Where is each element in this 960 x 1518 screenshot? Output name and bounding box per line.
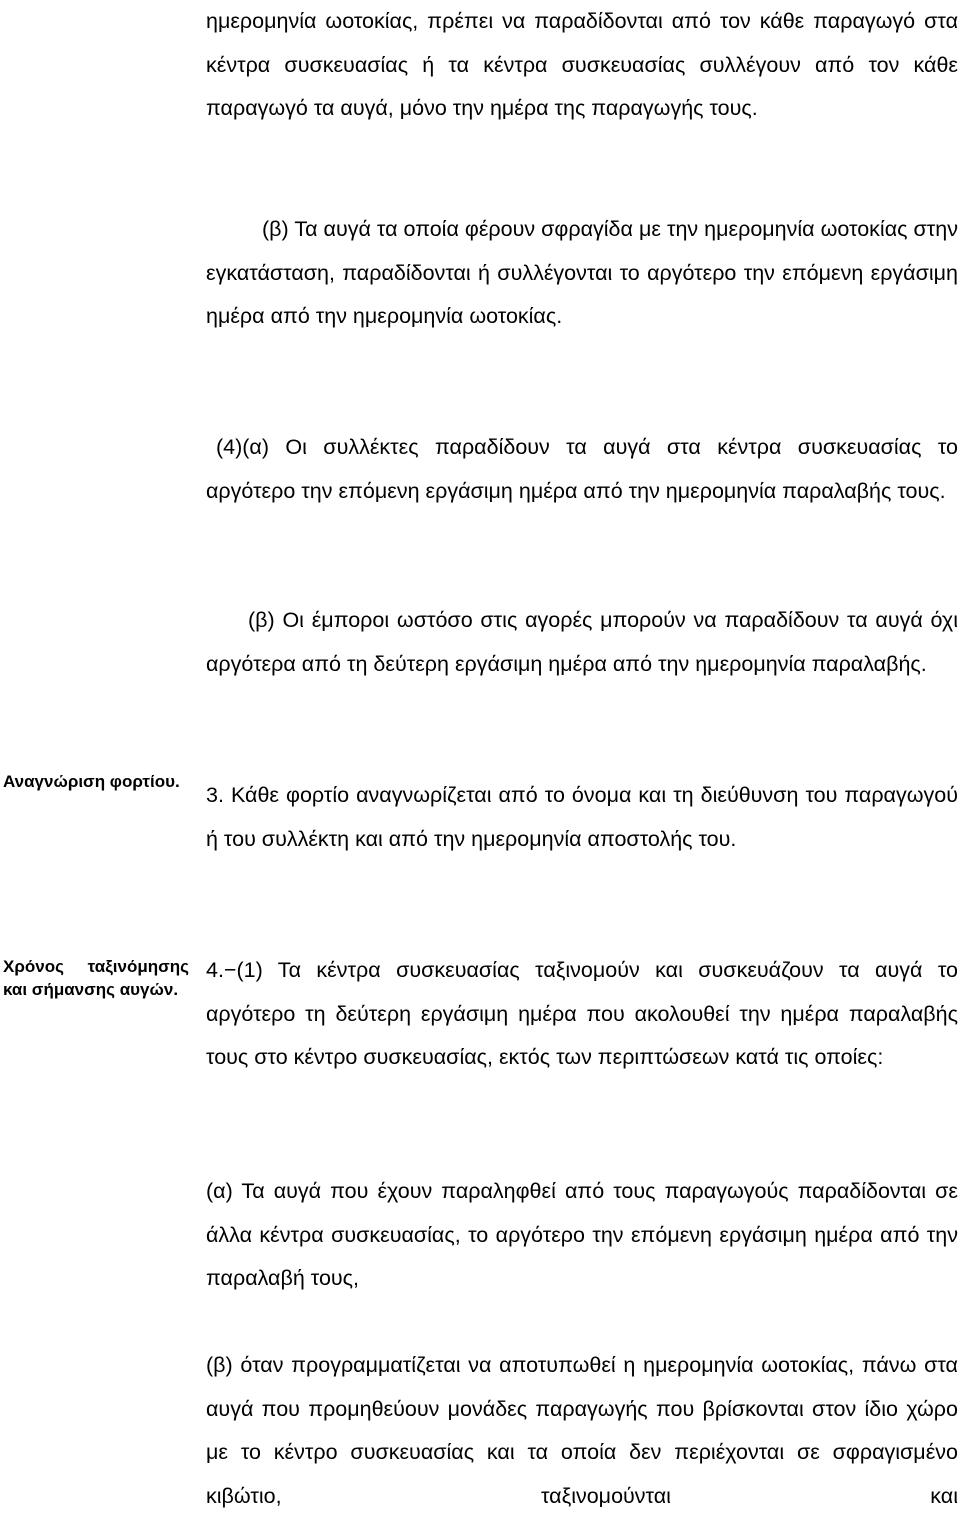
paragraph-3-shipment: 3. Κάθε φορτίο αναγνωρίζεται από το όνομα και τη διεύθυνση του παραγωγού ή του συλλέκτη και από την ημερομηνία αποστολής του. — [206, 783, 958, 851]
margin-note-grading-time: Χρόνος ταξινόμησης και σήμανσης αυγών. — [3, 957, 189, 999]
paragraph-4b-traders: (β) Οι έμποροι ωστόσο στις αγορές μπορούν να παραδίδουν τα αυγά όχι αργότερα από τη δεύτερη εργάσιμη ημέρα από την ημερομηνία παραλαβής. — [206, 608, 958, 676]
paragraph-b-laying-date: (β) όταν προγραμματίζεται να αποτυπωθεί η ημερομηνία ωοτοκίας, πάνω στα αυγά που προμηθεύουν μονάδες παραγωγής που βρίσκονται στον ίδιο χώρο με το κέντρο συσκευασίας και τα οποία δεν περιέχονται σε σφραγισμένο κιβώτιο, ταξινομούνται και — [206, 1353, 958, 1508]
paragraph-a-transfer: (α) Τα αυγά που έχουν παραληφθεί από τους παραγωγούς παραδίδονται σε άλλα κέντρα συσκευασίας, το αργότερο την επόμενη εργάσιμη ημέρα από την παραλαβή τους, — [206, 1179, 958, 1290]
paragraph-b-sealed-eggs: (β) Τα αυγά τα οποία φέρουν σφραγίδα με την ημερομηνία ωοτοκίας στην εγκατάσταση, παραδίδονται ή συλλέγονται το αργότερο την επόμενη εργάσιμη ημέρα από την ημερομηνία ωοτοκίας. — [206, 217, 958, 328]
paragraph-continuation: ημερομηνία ωοτοκίας, πρέπει να παραδίδονται από τον κάθε παραγωγό στα κέντρα συσκευασίας ή τα κέντρα συσκευασίας συλλέγουν από τον κάθε παραγωγό τα αυγά, μόνο την ημέρα της παραγωγής τους. — [206, 9, 958, 120]
paragraph-4-1-packing-centres: 4.−(1) Τα κέντρα συσκευασίας ταξινομούν και συσκευάζουν τα αυγά το αργότερο τη δεύτερη εργάσιμη ημέρα που ακολουθεί την ημέρα παραλαβής τους στο κέντρο συσκευασίας, εκτός των περιπτώσεων κατά τις οποίες: — [206, 958, 958, 1069]
margin-note-shipment-identification: Αναγνώριση φορτίου. — [3, 772, 180, 791]
paragraph-4a-collectors: (4)(α) Οι συλλέκτες παραδίδουν τα αυγά στα κέντρα συσκευασίας το αργότερο την επόμενη εργάσιμη ημέρα από την ημερομηνία παραλαβής τους. — [206, 435, 958, 503]
